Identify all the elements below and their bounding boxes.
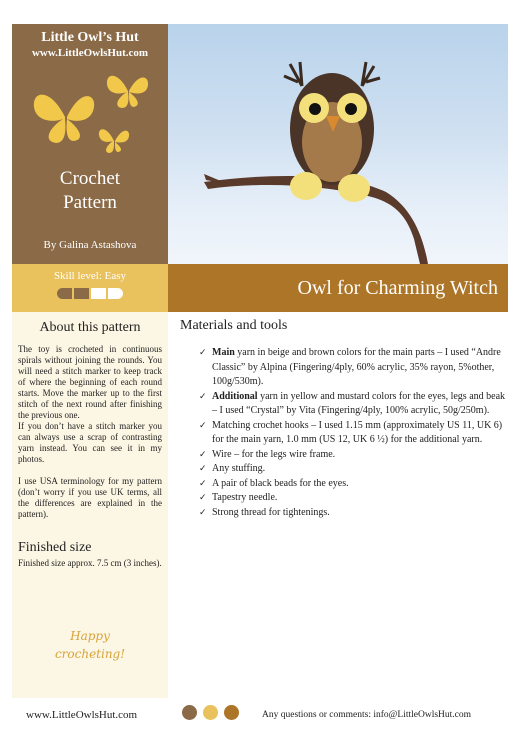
skill-segment-filled: [57, 288, 72, 299]
skill-level-box: [12, 264, 168, 312]
about-heading: About this pattern: [39, 320, 141, 335]
dot-icon: [203, 705, 218, 720]
about-paragraph: If you don’t have a stitch marker you can always use a scrap of contrasting yarn instead. You can see it in my photos.: [18, 421, 162, 464]
author: By Galina Astashova: [43, 239, 137, 251]
skill-segment-empty: [108, 288, 123, 299]
pattern-title: [12, 167, 168, 215]
checkmark-icon: ✓: [199, 493, 207, 503]
materials-list: [180, 346, 505, 520]
finished-size-heading: Finished size: [18, 540, 92, 555]
about-paragraph: I use USA terminology for my pattern (don’t worry if you use UK terms, all the differences are explained in the pattern).: [18, 476, 162, 519]
item-text: Tapestry needle.: [212, 492, 278, 503]
skill-level-label: Skill level: Easy: [53, 270, 127, 282]
brand-name: Little Owl’s Hut: [41, 30, 139, 45]
item-text: yarn in beige and brown colors for the main parts – I used “Andre Classic” by Alpina (Fingering/4ply, 60% acrylic, 35% rayon, 5%other, 100g/530m).: [212, 347, 501, 387]
owl-photo: [168, 24, 508, 264]
dot-icon: [182, 705, 197, 720]
dot-icon: [224, 705, 239, 720]
checkmark-icon: ✓: [199, 348, 207, 358]
item-lead: Additional: [212, 390, 258, 402]
pattern-title-line1: Crochet: [59, 168, 121, 189]
list-item: [180, 477, 505, 492]
butterfly-tiny-icon: [96, 121, 132, 157]
checkmark-icon: ✓: [199, 420, 207, 431]
list-item: [180, 390, 505, 419]
brand-url: www.LittleOwlsHut.com: [31, 47, 149, 59]
happy-line2: crocheting!: [54, 647, 126, 661]
list-item: [180, 506, 505, 521]
checkmark-icon: ✓: [199, 507, 207, 518]
happy-line1: Happy: [70, 629, 110, 643]
list-item: [180, 462, 505, 477]
pattern-title-line2: Pattern: [63, 192, 117, 213]
sidebar: [12, 312, 168, 698]
item-text: Any stuffing.: [212, 463, 266, 474]
footer-dots: [182, 705, 239, 720]
pattern-name: Owl for Charming Witch: [297, 276, 498, 299]
checkmark-icon: ✓: [199, 464, 207, 474]
item-text: Matching crochet hooks – I used 1.15 mm (approximately US 11, UK 6) for the main yarn, 1.0 mm (US 12, UK 6 ½) for the additional yarn.: [212, 419, 503, 445]
checkmark-icon: ✓: [199, 449, 207, 460]
butterfly-small-icon: [104, 65, 152, 113]
materials-section: [180, 318, 505, 520]
skill-segment-empty: [91, 288, 106, 299]
list-item: [180, 419, 505, 448]
list-item: [180, 346, 505, 390]
happy-crocheting: [18, 627, 162, 663]
owl-illustration: [168, 24, 508, 264]
finished-size-text: Finished size approx. 7.5 cm (3 inches).: [18, 558, 162, 568]
checkmark-icon: ✓: [199, 478, 207, 489]
item-text: A pair of black beads for the eyes.: [212, 477, 349, 489]
skill-level-meter: [12, 288, 168, 299]
footer-contact: Any questions or comments: info@LittleOwlsHut.com: [262, 710, 472, 720]
brand-panel: [12, 24, 168, 264]
materials-heading: Materials and tools: [180, 318, 288, 333]
list-item: [180, 491, 505, 506]
list-item: [180, 448, 505, 463]
butterflies-logo: [12, 65, 168, 165]
item-text: Wire – for the legs wire frame.: [212, 448, 336, 460]
item-lead: Main: [212, 347, 235, 358]
footer-url[interactable]: www.LittleOwlsHut.com: [26, 709, 138, 721]
title-band: [168, 264, 508, 312]
item-text: yarn in yellow and mustard colors for the eyes, legs and beak – I used “Crystal” by Vita (Fingering/4ply, 100% acrylic, 50g/250m).: [212, 390, 506, 416]
butterfly-large-icon: [30, 79, 100, 149]
checkmark-icon: ✓: [199, 391, 207, 402]
about-paragraph: The toy is crocheted in continuous spirals without joining the rounds. You will need a stitch marker to keep track of where the beginning of each round starts. Move the marker up to the first stitch of the next round after finishing the previous one.: [18, 344, 162, 420]
item-text: Strong thread for tightenings.: [212, 506, 330, 518]
skill-segment-filled: [74, 288, 89, 299]
